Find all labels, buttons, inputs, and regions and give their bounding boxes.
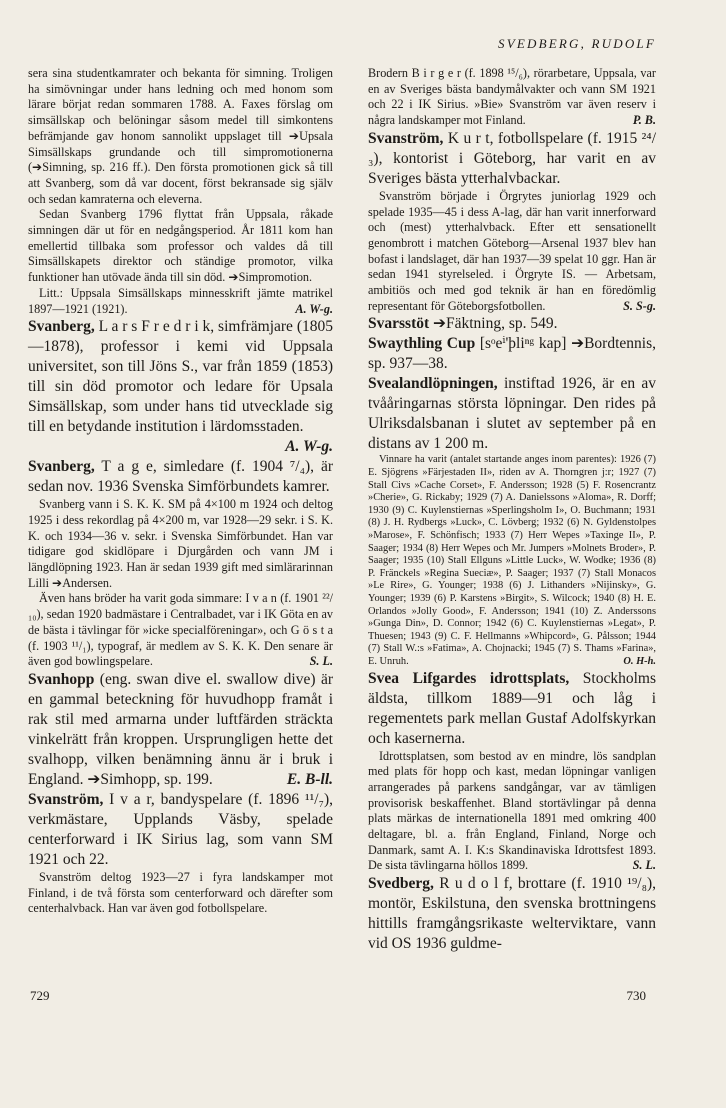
paragraph-text: Svanström deltog 1923—27 i fyra landskamper mot Finland, i de två första som centerforward och därefter som centerhalvback. Han var även god fotbollspelare. [28, 869, 333, 916]
body-paragraph [28, 870, 333, 917]
paragraph-text: ➔Fäktning, sp. 549. [433, 315, 558, 333]
entry-headword: Swaythling Cup [368, 335, 476, 353]
entry-paragraph [368, 334, 656, 374]
body-paragraph [28, 497, 333, 591]
entry-headword: Svanberg, [28, 458, 95, 476]
body-paragraph [28, 207, 333, 286]
paragraph-text: Vinnare ha varit (antalet startande anges inom parentes): 1926 (7) E. Sjögrens »Färjestaden II», riden av A. Thorngren j:r; 1927 (7) Stall Civs »Cache Corset», F. Andersson; 1928 (5) F. Rosencrantz »Cherie», G. Rickaby; 1929 (7) A. Danielssons »Aloma», R. Dorff; 1930 (9) C. Kuylenstiernas »Sperlingsholm I», O. Buchmann; 1931 (8) J. H. Rydbergs »Luck», C. Lövberg; 1932 (6) N. Gyldenstolpes »Marose», F. Schönfisch; 1933 (7) Herr Wepes »Taxinge II», P. Saager; 1934 (8) Herr Wepes och Mr. Jumpers »Molnets Broder», P. Saager; 1935 (10) Stall Ellguns »Little Luck», W. Wodke; 1936 (8) P. Fränckels »Regina Sueciæ», P. Saager; 1937 (7) Stall Monacos »Le Rire», G. Younger; 1938 (6) J. Lithanders »Nijinsky», G. Younger; 1939 (6) P. Karstens »Birgit», S. Wilcock; 1940 (8) H. E. Orlandos »Jolly Good», F. Andersson; 1941 (10) Z. Anderssons »Gunga Din», D. Connor; 1942 (6) C. Kuylenstiernas »Legat», P. Thuesen; 1943 (9) C. F. Hellmanns »Whipcord», G. Pålsson; 1944 (7) Stall W.:s »Fatima», A. Chojnacki; 1945 (7) S. Thams »Farina», E. Unruh. [368, 454, 656, 667]
author-signature: A. W-g. [295, 301, 333, 316]
paragraph-text: sera sina studentkamrater och bekanta för simning. Troligen ha simövningar under hans ledning och med honom som lärare börjat redan sommaren 1788. A. Faxes förslag om simsällskap och belöningar såsom medel till simkontens befrämjande gav honom sannolikt uppslaget till ➔Upsala Simsällskaps grundande och till simpromotionerna (➔Simning, sp. 216 ff.). Den första promotionen gick så till att Svanberg, som då var docent, först bekransade sig själv och sedan kamraterna och eleverna. [28, 66, 333, 206]
entry-paragraph [368, 669, 656, 749]
body-paragraph [368, 189, 656, 315]
author-signature: P. B. [632, 113, 656, 128]
entry-paragraph [368, 314, 656, 334]
body-paragraph [28, 286, 333, 317]
paragraph-text: R u d o l f, brottare (f. 1910 ¹⁹/₈), montör, Eskilstuna, den svenska brottningens hittills framgångsrikaste welterviktare, vann vid OS 1936 guldme- [368, 875, 657, 953]
page-number-left: 729 [30, 988, 50, 1003]
paragraph-text: Idrottsplatsen, som bestod av en mindre, lös sandplan med plats för hopp och kast, medan löpningar vanligen arrangerades på parkens sandgångar, var av tämligen provisorisk beskaffenhet. Bland stortävlingar på denna plats märkas de internationella 1891 med omkring 400 deltagare, bl. a. från England, Finland, Norge och Danmark, samt A. I. K:s Skandinaviska Idrottsfest 1893. De sista tävlingarna höllos 1899. [368, 748, 656, 873]
entry-headword: Svanström, [368, 129, 444, 147]
entry-headword: Svanhopp [28, 670, 95, 688]
entry-headword: Svarsstöt [368, 315, 430, 333]
entry-headword: Svea Lifgardes idrottsplats, [368, 669, 570, 687]
paragraph-text: Svanström började i Örgrytes juniorlag 1929 och spelade 1935—45 i dess A-lag, där han varit innerforward och (mest) ytterhalvback. Efter ett sensationellt genombrott i matchen Göteborg—Arsenal 1937 blev han bofast i landslaget, där han 1937—39 spelat 10 ggr. Han är sedan 1941 styrelseled. i Örgryte IS. — Arbetsam, ambitiös och med god teknik är han en föredömlig representant för Göteborgsfotbollen. [368, 188, 656, 313]
paragraph-text: Brodern B i r g e r (f. 1898 ¹⁵/₆), rörarbetare, Uppsala, var en av Sveriges bästa bandymålvakter och vann SM 1921 och 22 i IK Sirius. »Bie» Svanström var även reserv i några landskamper mot Finland. [368, 66, 656, 128]
entry-headword: Svanberg, [28, 318, 95, 336]
body-paragraph [368, 66, 656, 129]
entry-paragraph [368, 129, 656, 189]
left-column [28, 66, 333, 917]
entry-headword: Svedberg, [368, 875, 434, 893]
body-paragraph [28, 591, 333, 670]
paragraph-text: K u r t, fotbollspelare (f. 1915 ²⁴/₃), kontorist i Göteborg, har varit en av Sveriges bästa ytterhalvbackar. [368, 129, 657, 187]
paragraph-text: (eng. swan dive el. swallow dive) är en gammal beteckning för huvudhopp framåt i rak stil med armarna under luftfärden sträckta vinkelrätt från kroppen. Ursprungligen hette det svalhopp, vilken benämning ännu är i bruk i England. ➔Simhopp, sp. 199. [28, 670, 333, 788]
author-signature: S. L. [309, 654, 333, 669]
paragraph-text: Sedan Svanberg 1796 flyttat från Uppsala, råkade simningen där ut för en nedgångsperiod. År 1811 kom han emellertid tillbaka som professor och valdes då till Simsällskapets direktor och ständige promotor, vilka funktioner han utövade ända till sin död. ➔Simpromotion. [28, 207, 333, 285]
author-signature: E. B-ll. [286, 770, 333, 788]
author-signature: S. L. [632, 858, 656, 873]
body-paragraph [368, 454, 656, 668]
right-column [368, 66, 656, 954]
paragraph-text: Litt.: Uppsala Simsällskaps minnesskrift jämte matrikel 1897—1921 (1921). [28, 285, 333, 316]
page-number-right: 730 [626, 988, 646, 1003]
entry-paragraph [28, 317, 333, 457]
entry-headword: Svealandlöpningen, [368, 375, 498, 393]
paragraph-text: instiftad 1926, är en av tvååringarnas största löpningar. Den rides på Ulriksdalsbanan i slutet av september på en distans av 1 200 m. [368, 375, 656, 453]
paragraph-text: Svanberg vann i S. K. K. SM på 4×100 m 1924 och deltog 1925 i dess rekordlag på 4×200 m, var 1928—29 sekr. i S. K. K. och 1934—36 v. sekr. i Svenska Simförbundet. Han var tidigare god skidlöpare i Djurgården och vann JM i längdlöpning 1923. Han är sedan 1939 gift med simlärarinnan Lilli ➔Andersen. [28, 497, 333, 590]
paragraph-text: T a g e, simledare (f. 1904 ⁷/₄), är sedan nov. 1936 Svenska Simförbundets kamrer. [28, 458, 333, 496]
body-paragraph [28, 66, 333, 207]
paragraph-text: Även hans bröder ha varit goda simmare: I v a n (f. 1901 ²²/₁₀), sedan 1920 badmästare i Centralbadet, var i IK Göta en av de bästa i tävlingar för »icke specialföreningar», och G ö s t a (f. 1903 ¹¹/₁), typograf, är medlem av S. K. K. Den senare är även god bowlingspelare. [28, 591, 333, 669]
paragraph-text: Stockholms äldsta, tillkom 1889—91 och låg i regementets park mellan Gustaf Adolfskyrkan och kasernerna. [368, 669, 656, 747]
running-head: SVEDBERG, RUDOLF [498, 36, 656, 51]
body-paragraph [368, 749, 656, 875]
paragraph-text: L a r s F r e d r i k, simfrämjare (1805—1878), professor i kemi vid Uppsala universitet, son till Jöns S., var från 1859 (1853) till sin död promotor och ledare för Upsala Simsällskap, som under hans tid utvecklade sig till en betydande institution i lärdomsstaden. [28, 318, 334, 436]
entry-paragraph [28, 790, 333, 870]
entry-paragraph [368, 374, 656, 454]
entry-paragraph [28, 457, 333, 497]
author-signature: O. H-h. [623, 655, 656, 667]
entry-paragraph [28, 670, 333, 790]
author-signature: S. S-g. [623, 298, 656, 313]
entry-headword: Svanström, [28, 790, 104, 808]
entry-paragraph [368, 874, 656, 954]
paragraph-text: I v a r, bandyspelare (f. 1896 ¹¹/₇), verkmästare, Upplands Väsby, spelade centerforward i IK Sirius lag, som vann SM 1921 och 22. [28, 790, 334, 868]
paragraph-text: [sᵒeⁱ'þliⁿᵍ kap] ➔Bordtennis, sp. 937—38. [368, 335, 656, 373]
author-signature: A. W-g. [285, 438, 333, 456]
